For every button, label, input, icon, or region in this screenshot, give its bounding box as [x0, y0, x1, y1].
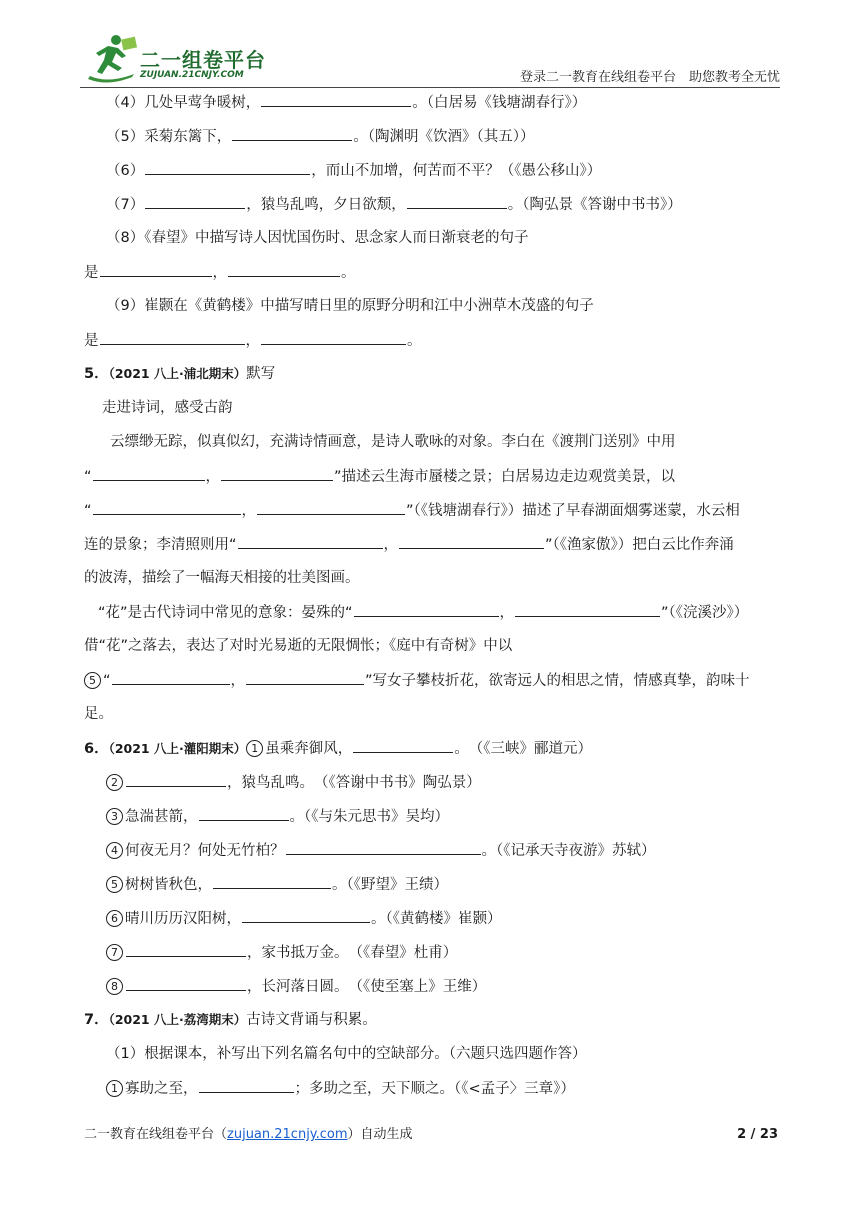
text: 。（陶弘景《答谢中书书》） — [507, 197, 682, 213]
text: “ — [84, 503, 92, 519]
answer-blank[interactable] — [199, 805, 289, 821]
q6-item-6 — [106, 907, 502, 929]
text: ，长河落日圆。 （《使至塞上》王维） — [247, 979, 487, 995]
text: 。（陶渊明《饮酒》（其五）） — [353, 129, 535, 145]
q5-paragraph-line: 借“花”之落去，表达了对时光易逝的无限惆怅；《庭中有奇树》中以 — [84, 638, 513, 654]
question-number: 6． — [84, 741, 109, 757]
answer-blank[interactable] — [515, 601, 660, 617]
circled-number: 5 — [84, 672, 101, 689]
circled-number: 1 — [106, 1080, 123, 1097]
text: “ — [103, 673, 111, 689]
answer-blank[interactable] — [261, 91, 411, 107]
question-source: （2021 八上·浦北期末） — [108, 366, 247, 381]
runner-logo-icon — [82, 30, 140, 86]
text: 何夜无月？何处无竹柏？ — [125, 843, 285, 859]
circled-number: 1 — [246, 740, 263, 757]
text: “ — [84, 469, 92, 485]
q5-subtitle: 走进诗词，感受古韵 — [102, 400, 233, 416]
question-number: 5． — [84, 366, 109, 382]
q4-item-4 — [106, 91, 586, 113]
text: 虽乘奔御风， — [265, 741, 353, 757]
circled-number: 8 — [106, 978, 123, 995]
answer-blank[interactable] — [145, 159, 310, 175]
answer-blank[interactable] — [126, 771, 226, 787]
text: ）自动生成 — [347, 1127, 413, 1142]
answer-blank[interactable] — [399, 533, 544, 549]
q5-paragraph-line — [84, 669, 750, 691]
q4-item-6 — [106, 159, 601, 181]
question-source: （2021 八上·荔湾期末） — [108, 1012, 247, 1027]
text: ， — [383, 537, 399, 553]
q5-paragraph-line: 云缥缈无踪，似真似幻，充满诗情画意，是诗人歌咏的对象。李白在《渡荆门送别》中用 — [110, 434, 676, 450]
text: 晴川历历汉阳树， — [125, 911, 241, 927]
text: 。（《记承天寺夜游》苏轼） — [481, 843, 656, 859]
answer-blank[interactable] — [145, 193, 245, 209]
q4-item-8-answer — [84, 261, 356, 283]
circled-number: 3 — [106, 808, 123, 825]
circled-number: 2 — [106, 774, 123, 791]
answer-blank[interactable] — [112, 669, 230, 685]
answer-blank[interactable] — [126, 975, 246, 991]
q4-item-9-prompt: （9）崔颢在《黄鹤楼》中描写晴日里的原野分明和江中小洲草木茂盛的句子 — [106, 298, 594, 314]
question-source: （2021 八上·灌阳期末） — [108, 741, 247, 756]
answer-blank[interactable] — [100, 329, 245, 345]
answer-blank[interactable] — [261, 329, 406, 345]
q5-paragraph-line — [84, 499, 740, 521]
q4-item-9-answer — [84, 329, 422, 351]
text: ， — [499, 605, 515, 621]
answer-blank[interactable] — [257, 499, 405, 515]
q7-item-1 — [106, 1077, 575, 1099]
circled-number: 7 — [106, 944, 123, 961]
text: 是 — [84, 333, 99, 349]
text: “花”是古代诗词中常见的意象：晏殊的“ — [98, 605, 353, 621]
text: ， — [245, 333, 260, 349]
answer-blank[interactable] — [407, 193, 507, 209]
q4-item-5 — [106, 125, 534, 147]
text: （4）几处早莺争暖树， — [106, 95, 261, 111]
answer-blank[interactable] — [93, 465, 205, 481]
answer-blank[interactable] — [93, 499, 241, 515]
text: ”（《钱塘湖春行》）描述了早春湖面烟雾迷蒙，水云相 — [406, 503, 740, 519]
q6-item-3 — [106, 805, 449, 827]
text: ”描述云生海市蜃楼之景；白居易边走边观赏美景，以 — [334, 469, 676, 485]
text: 。（《野望》王绩） — [332, 877, 448, 893]
text: ，而山不加增，何苦而不平？（《愚公移山》） — [311, 163, 602, 179]
text: ， — [205, 469, 221, 485]
text: 是 — [84, 265, 99, 281]
text: （7） — [106, 197, 145, 213]
q5-paragraph-line — [84, 465, 675, 487]
text: ， — [241, 503, 257, 519]
answer-blank[interactable] — [100, 261, 212, 277]
q4-item-8-prompt: （8）《春望》中描写诗人因忧国伤时、思念家人而日渐衰老的句子 — [106, 230, 529, 246]
text: 。 — [341, 265, 356, 281]
q5-heading — [84, 363, 275, 385]
text: 连的景象；李清照则用“ — [84, 537, 237, 553]
footer-link[interactable]: zujuan.21cnjy.com — [227, 1127, 348, 1142]
footer-credit — [84, 1125, 413, 1145]
answer-blank[interactable] — [199, 1077, 294, 1093]
question-title: 古诗文背诵与积累。 — [246, 1012, 377, 1028]
answer-blank[interactable] — [126, 941, 246, 957]
text: （5）采菊东篱下， — [106, 129, 232, 145]
question-number: 7． — [84, 1012, 109, 1028]
circled-number: 4 — [106, 842, 123, 859]
circled-number: 6 — [106, 910, 123, 927]
q6-item-5 — [106, 873, 448, 895]
q7-heading — [84, 1009, 377, 1031]
q4-item-7 — [106, 193, 682, 215]
answer-blank[interactable] — [213, 873, 331, 889]
page-number: 2 / 23 — [737, 1127, 778, 1142]
text: ， — [230, 673, 246, 689]
header-slogan: 登录二一教育在线组卷平台 助您教考全无忧 — [519, 70, 780, 85]
text: ，家书抵万金。 （《春望》杜甫） — [247, 945, 458, 961]
logo — [82, 30, 282, 86]
answer-blank[interactable] — [232, 125, 352, 141]
text: ”（《浣溪沙》） — [661, 605, 749, 621]
answer-blank[interactable] — [228, 261, 340, 277]
text: （6） — [106, 163, 145, 179]
logo-title: 二一组卷平台 — [140, 48, 266, 72]
q5-paragraph-line — [98, 601, 748, 623]
answer-blank[interactable] — [354, 601, 499, 617]
header-divider — [80, 87, 780, 88]
text: ；多助之至，天下顺之。（《<孟子〉三章》） — [294, 1081, 575, 1097]
answer-blank[interactable] — [353, 737, 453, 753]
q6-heading — [84, 737, 592, 759]
text: ”写女子攀枝折花，欲寄远人的相思之情，情感真挚，韵味十 — [365, 673, 750, 689]
text: ，猿鸟乱鸣。 （《答谢中书书》陶弘景） — [227, 775, 481, 791]
text: ”（《渔家傲》）把白云比作奔涌 — [545, 537, 734, 553]
text: 。（《与朱元思书》吴均） — [289, 809, 449, 825]
text: 。（《黄鹤楼》崔颢） — [371, 911, 502, 927]
question-title: 默写 — [246, 366, 276, 382]
text: 。 （《三峡》郦道元） — [454, 741, 592, 757]
answer-blank[interactable] — [286, 839, 481, 855]
answer-blank[interactable] — [221, 465, 333, 481]
text: 寡助之至， — [125, 1081, 198, 1097]
answer-blank[interactable] — [246, 669, 364, 685]
page-header — [80, 30, 780, 88]
text: 。（白居易《钱塘湖春行》） — [412, 95, 587, 111]
q6-item-7 — [106, 941, 457, 963]
page-footer — [84, 1125, 778, 1145]
text: 树树皆秋色， — [125, 877, 212, 893]
q7-subtitle: （1）根据课本，补写出下列名篇名句中的空缺部分。（六题只选四题作答） — [106, 1046, 587, 1062]
answer-blank[interactable] — [238, 533, 383, 549]
q5-paragraph-line — [84, 533, 734, 555]
circled-number: 5 — [106, 876, 123, 893]
q5-paragraph-line: 的波涛，描绘了一幅海天相接的壮美图画。 — [84, 570, 360, 586]
q6-item-4 — [106, 839, 656, 861]
q5-paragraph-line: 足。 — [84, 706, 113, 722]
text: 。 — [407, 333, 422, 349]
q6-item-2 — [106, 771, 481, 793]
q6-item-8 — [106, 975, 486, 997]
text: 急湍甚箭， — [125, 809, 198, 825]
logo-subtitle: ZUJUAN.21CNJY.COM — [140, 70, 244, 80]
text: ， — [212, 265, 227, 281]
text: 二一教育在线组卷平台（ — [84, 1127, 228, 1142]
answer-blank[interactable] — [242, 907, 370, 923]
text: ，猿鸟乱鸣，夕日欲颓， — [246, 197, 406, 213]
